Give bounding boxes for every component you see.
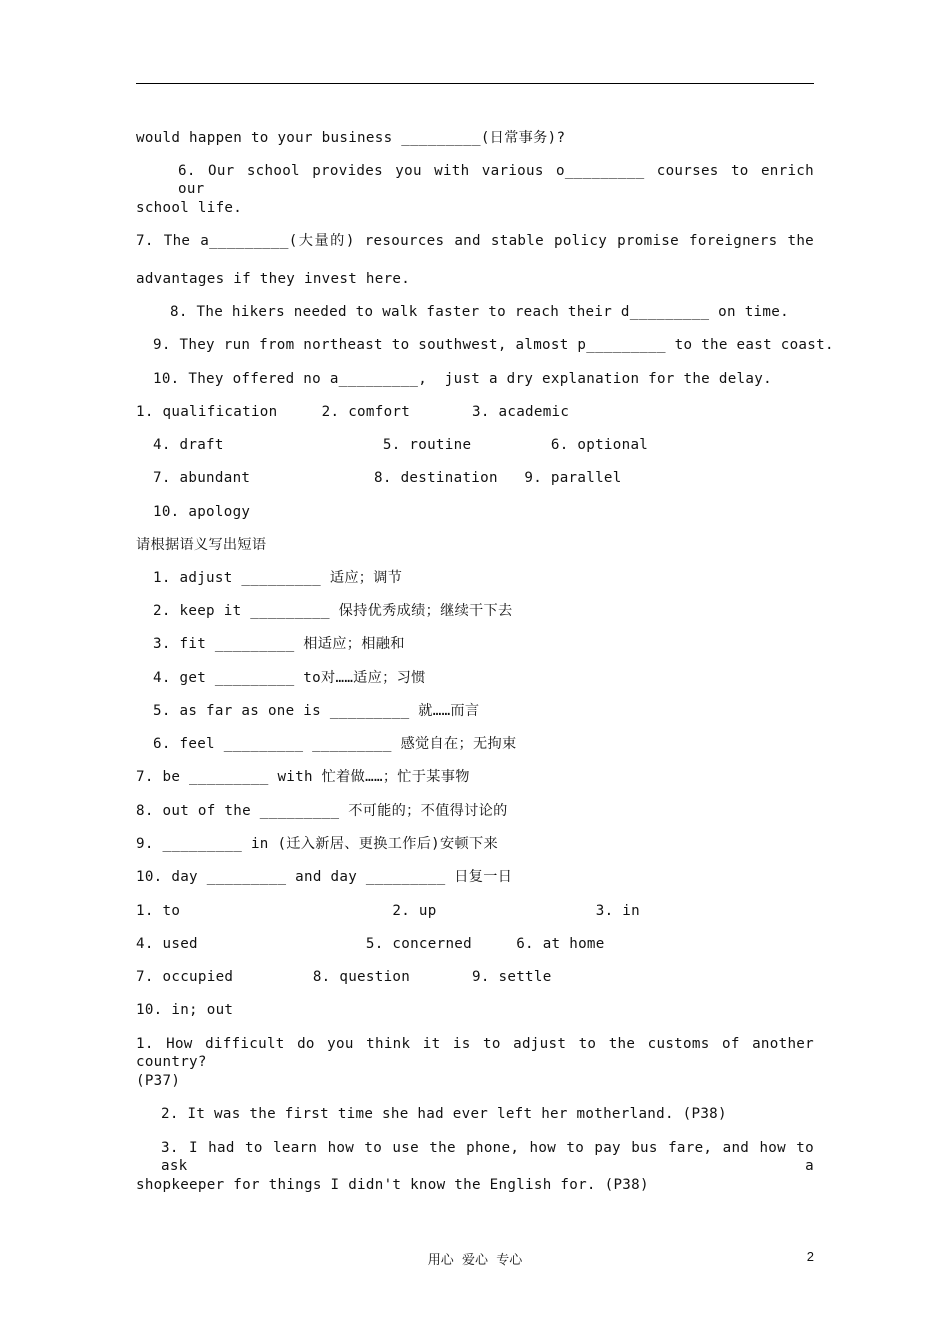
phrase-line: 5. as far as one is _________ 就……而言	[153, 703, 480, 719]
text-line: school life.	[136, 200, 243, 216]
sentence-line: shopkeeper for things I didn't know the English for. (P38)	[136, 1177, 649, 1193]
text-line: 9. They run from northeast to southwest, almost p_________ to the east coast.	[153, 337, 834, 353]
text-line: 7. The a_________(大量的) resources and stable policy promise foreigners the	[136, 233, 814, 249]
phrase-line: 4. get _________ to对……适应；习惯	[153, 670, 426, 686]
sentence-line: 2. It was the first time she had ever left her motherland. (P38)	[161, 1106, 727, 1122]
text-line: 6. Our school provides you with various o_________ courses to enrich our	[178, 163, 814, 197]
answer-line: 10. apology	[153, 504, 251, 520]
footer-motto: 用心 爱心 专心	[427, 1253, 523, 1268]
text-line: advantages if they invest here.	[136, 271, 411, 287]
answer-line: 4. draft 5. routine 6. optional	[153, 437, 649, 453]
sentence-line: (P37)	[136, 1073, 181, 1089]
page-number: 2	[806, 1249, 814, 1264]
answer-line: 1. qualification 2. comfort 3. academic	[136, 404, 570, 420]
header-rule	[136, 83, 814, 84]
phrase-line: 7. be _________ with 忙着做……；忙于某事物	[136, 769, 470, 785]
phrase-line: 6. feel _________ _________ 感觉自在；无拘束	[153, 736, 517, 752]
sentence-line: 3. I had to learn how to use the phone, how to pay bus fare, and how to ask a	[161, 1140, 814, 1174]
phrase-line: 1. adjust _________ 适应；调节	[153, 570, 403, 586]
answer-line: 4. used 5. concerned 6. at home	[136, 936, 605, 952]
sentence-line: 1. How difficult do you think it is to adjust to the customs of another country?	[136, 1036, 814, 1070]
phrase-line: 10. day _________ and day _________ 日复一日	[136, 869, 513, 885]
answer-line: 7. abundant 8. destination 9. parallel	[153, 470, 622, 486]
phrase-line: 3. fit _________ 相适应；相融和	[153, 636, 405, 652]
phrase-line: 8. out of the _________ 不可能的；不值得讨论的	[136, 803, 508, 819]
phrase-line: 9. _________ in (迁入新居、更换工作后)安顿下来	[136, 836, 498, 852]
answer-line: 10. in; out	[136, 1002, 234, 1018]
text-line: 10. They offered no a_________, just a dry explanation for the delay.	[153, 371, 772, 387]
text-line: would happen to your business _________(日常事务)?	[136, 130, 566, 146]
answer-line: 7. occupied 8. question 9. settle	[136, 969, 552, 985]
phrase-line: 2. keep it _________ 保持优秀成绩；继续干下去	[153, 603, 513, 619]
section-heading: 请根据语义写出短语	[136, 537, 267, 553]
answer-line: 1. to 2. up 3. in	[136, 903, 640, 919]
text-line: 8. The hikers needed to walk faster to reach their d_________ on time.	[170, 304, 789, 320]
